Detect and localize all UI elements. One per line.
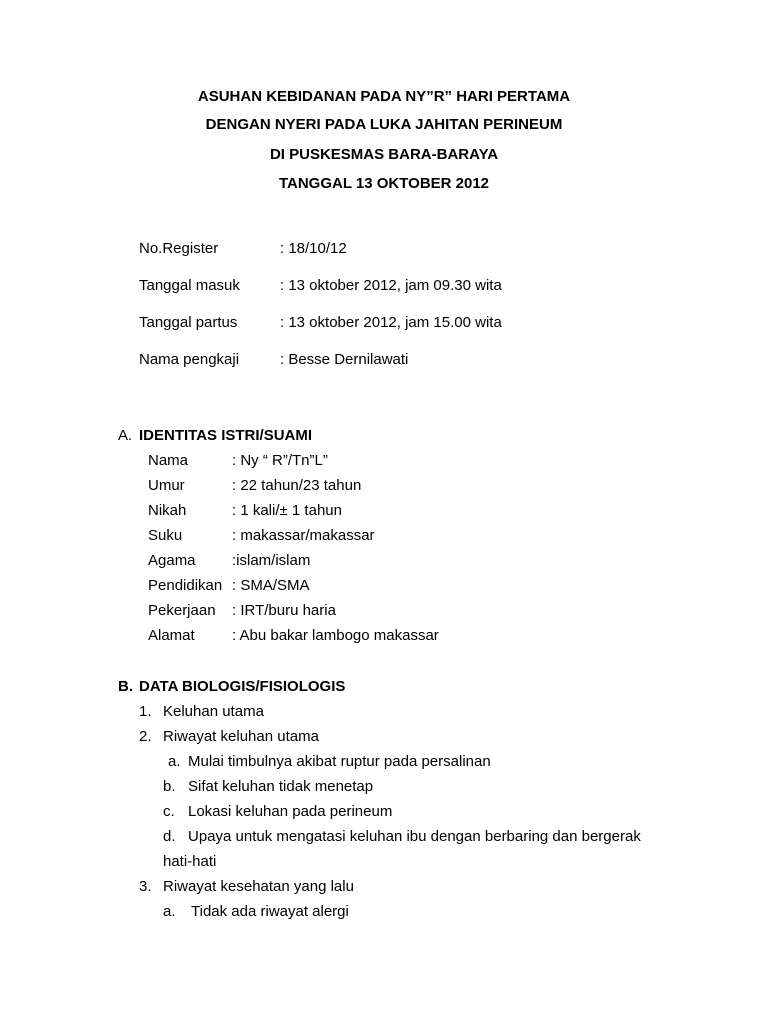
list-item-text: Keluhan utama	[163, 703, 264, 720]
title-line-3: DI PUSKESMAS BARA-BARAYA	[269, 146, 499, 163]
identity-label: Agama	[148, 552, 196, 569]
section-b-letter: B.	[118, 678, 133, 695]
sub-item-text: Tidak ada riwayat alergi	[191, 903, 349, 920]
register-value: : 18/10/12	[280, 240, 347, 257]
sub-item-letter: a.	[163, 903, 176, 920]
list-item-text: Riwayat keluhan utama	[163, 728, 319, 745]
title-line-2: DENGAN NYERI PADA LUKA JAHITAN PERINEUM	[205, 116, 563, 133]
sub-item-text: Upaya untuk mengatasi keluhan ibu dengan berbaring dan bergerak	[188, 828, 641, 845]
admission-date-label: Tanggal masuk	[139, 277, 240, 294]
identity-label: Umur	[148, 477, 185, 494]
sub-item-text: Lokasi keluhan pada perineum	[188, 803, 393, 820]
identity-label: Pendidikan	[148, 577, 223, 594]
sub-item-letter: c.	[163, 803, 175, 820]
admission-date-value: : 13 oktober 2012, jam 09.30 wita	[280, 277, 502, 294]
identity-label: Suku	[148, 527, 183, 544]
list-number: 2.	[139, 728, 152, 745]
list-number: 1.	[139, 703, 152, 720]
section-a-letter: A.	[118, 427, 133, 444]
identity-label: Pekerjaan	[148, 602, 216, 619]
identity-label: Nama	[148, 452, 189, 469]
assessor-name-label: Nama pengkaji	[139, 351, 240, 368]
sub-item-continuation: hati-hati	[163, 853, 217, 870]
identity-label: Nikah	[148, 502, 187, 519]
identity-value: : SMA/SMA	[232, 577, 310, 594]
identity-value: : Abu bakar lambogo makassar	[232, 627, 439, 644]
identity-value: : IRT/buru haria	[232, 602, 336, 619]
delivery-date-value: : 13 oktober 2012, jam 15.00 wita	[280, 314, 502, 331]
sub-item-letter: d.	[163, 828, 176, 845]
register-label: No.Register	[139, 240, 219, 257]
title-line-1: ASUHAN KEBIDANAN PADA NY”R” HARI PERTAMA	[197, 88, 571, 105]
list-item-text: Riwayat kesehatan yang lalu	[163, 878, 354, 895]
identity-label: Alamat	[148, 627, 195, 644]
sub-item-text: Mulai timbulnya akibat ruptur pada persalinan	[188, 753, 491, 770]
sub-item-letter: a.	[168, 753, 181, 770]
title-line-4: TANGGAL 13 OKTOBER 2012	[278, 175, 490, 192]
identity-value: :islam/islam	[232, 552, 311, 569]
section-a-heading: IDENTITAS ISTRI/SUAMI	[139, 427, 313, 444]
identity-value: : makassar/makassar	[232, 527, 375, 544]
identity-value: : 1 kali/± 1 tahun	[232, 502, 342, 519]
sub-item-text: Sifat keluhan tidak menetap	[188, 778, 374, 795]
list-number: 3.	[139, 878, 152, 895]
identity-value: : Ny “ R”/Tn”L”	[232, 452, 328, 469]
sub-item-letter: b.	[163, 778, 176, 795]
identity-value: : 22 tahun/23 tahun	[232, 477, 362, 494]
delivery-date-label: Tanggal partus	[139, 314, 238, 331]
section-b-heading: DATA BIOLOGIS/FISIOLOGIS	[139, 678, 346, 695]
assessor-name-value: : Besse Dernilawati	[280, 351, 409, 368]
